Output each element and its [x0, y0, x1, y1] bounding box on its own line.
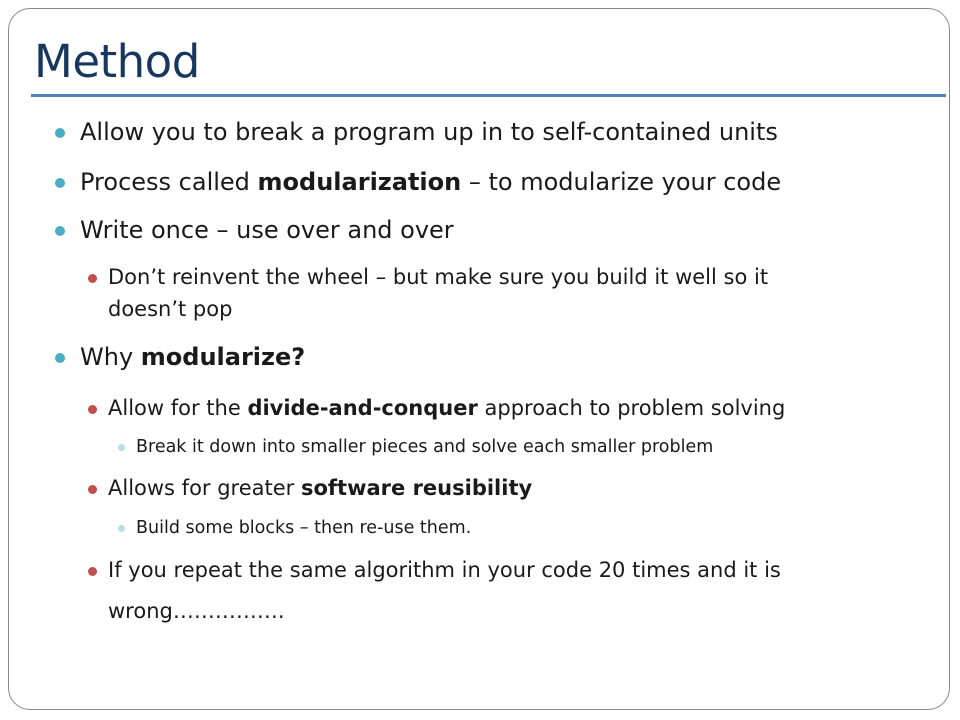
bullet-text: Break it down into smaller pieces and solve each smaller problem — [136, 437, 714, 457]
slide-title: Method — [34, 35, 200, 88]
bullet-dot-icon — [55, 178, 65, 188]
bullet-text: wrong……………. — [108, 599, 285, 623]
bullet-text-bold: modularize? — [140, 343, 306, 371]
sub-bullet-item — [108, 473, 532, 504]
bullet-text: If you repeat the same algorithm in your code 20 times and it is — [108, 558, 781, 582]
sub-bullet-continuation — [108, 596, 285, 627]
bullet-dot-icon — [88, 567, 97, 576]
bullet-dot-icon — [88, 485, 97, 494]
bullet-text: Allow you to break a program up in to self-contained units — [80, 118, 778, 146]
bullet-text: Why — [80, 343, 141, 371]
bullet-text: Allows for greater — [108, 476, 301, 500]
bullet-item — [80, 215, 454, 245]
bullet-dot-icon — [55, 128, 65, 138]
bullet-text: approach to problem solving — [477, 396, 786, 420]
sub-sub-bullet-item — [136, 517, 471, 539]
title-underline — [31, 94, 946, 97]
sub-bullet-item — [108, 555, 781, 586]
bullet-dot-icon — [118, 525, 125, 532]
bullet-dot-icon — [55, 353, 65, 363]
bullet-text-bold: software reusibility — [300, 476, 533, 500]
sub-bullet-item — [108, 262, 768, 293]
bullet-item — [80, 167, 781, 197]
sub-sub-bullet-item — [136, 436, 713, 458]
bullet-text: Allow for the — [108, 396, 248, 420]
sub-bullet-item — [108, 393, 785, 424]
bullet-text-bold: modularization — [257, 168, 462, 196]
bullet-item — [80, 117, 778, 147]
sub-bullet-continuation — [108, 294, 232, 325]
bullet-dot-icon — [88, 274, 97, 283]
bullet-text: Write once – use over and over — [80, 216, 454, 244]
bullet-text: doesn’t pop — [108, 297, 233, 321]
bullet-text: Build some blocks – then re-use them. — [136, 518, 472, 538]
bullet-item — [80, 342, 305, 372]
bullet-text: Don’t reinvent the wheel – but make sure you build it well so it — [108, 265, 769, 289]
bullet-text-bold: divide-and-conquer — [247, 396, 478, 420]
bullet-dot-icon — [55, 226, 65, 236]
bullet-text: Process called — [80, 168, 258, 196]
bullet-dot-icon — [88, 405, 97, 414]
bullet-dot-icon — [118, 444, 125, 451]
bullet-text: – to modularize your code — [461, 168, 782, 196]
